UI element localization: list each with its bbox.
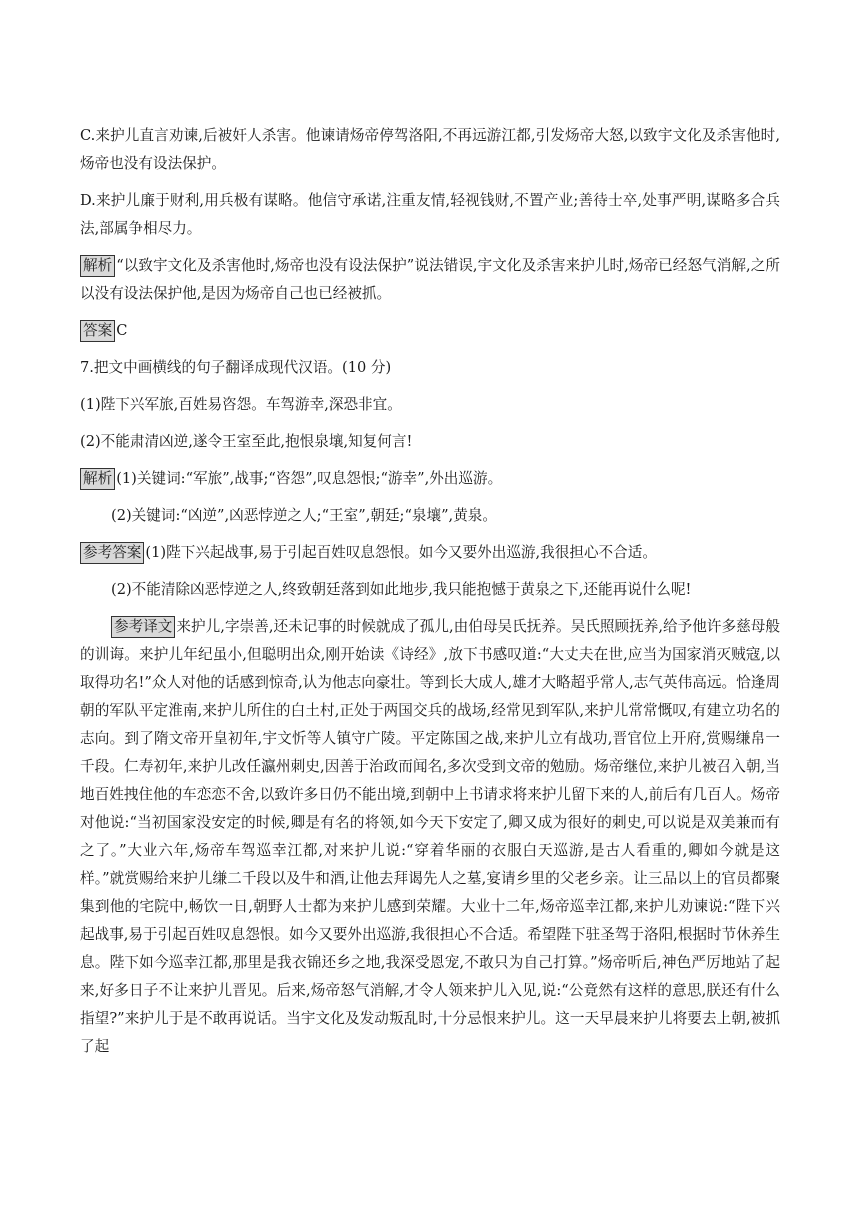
reference-translation-tag: 参考译文 bbox=[111, 616, 175, 638]
page-content bbox=[80, 122, 780, 1070]
answer-q6 bbox=[80, 317, 780, 345]
analysis-q7-line-1-text: (1)关键词:“军旅”,战事;“咨怨”,叹息怨恨;“游幸”,外出巡游。 bbox=[116, 470, 503, 487]
question-7-item-1: (1)陛下兴军旅,百姓易咨怨。车驾游幸,深恐非宜。 bbox=[80, 396, 402, 413]
reference-translation bbox=[80, 613, 780, 1061]
analysis-tag: 解析 bbox=[80, 468, 115, 490]
option-d: D.来护儿廉于财利,用兵极有谋略。他信守承诺,注重友情,轻视钱财,不置产业;善待士卒,处事严明,谋略多合兵法,部属争相尽力。 bbox=[80, 192, 780, 237]
option-c: C.来护儿直言劝谏,后被奸人杀害。他谏请炀帝停驾洛阳,不再远游江都,引发炀帝大怒,以致宇文化及杀害他时,炀帝也没有设法保护。 bbox=[80, 127, 780, 172]
question-7-stem: 7.把文中画横线的句子翻译成现代汉语。(10 分) bbox=[80, 359, 392, 376]
question-7-item-2: (2)不能肃清凶逆,遂令王室至此,抱恨泉壤,知复何言! bbox=[80, 433, 413, 450]
answer-tag: 答案 bbox=[80, 320, 115, 342]
reference-answer-line-2: (2)不能清除凶恶悖逆之人,终致朝廷落到如此地步,我只能抱憾于黄泉之下,还能再说什么呢! bbox=[111, 581, 692, 598]
reference-answer-tag: 参考答案 bbox=[80, 542, 144, 564]
analysis-q7-line-2: (2)关键词:“凶逆”,凶恶悖逆之人;“王室”,朝廷;“泉壤”,黄泉。 bbox=[111, 507, 497, 524]
reference-answer-line-1-text: (1)陛下兴起战事,易于引起百姓叹息怨恨。如今又要外出巡游,我很担心不合适。 bbox=[145, 544, 657, 561]
analysis-q6 bbox=[80, 252, 780, 308]
answer-q6-text: C bbox=[116, 322, 128, 339]
analysis-q6-text: “以致宇文化及杀害他时,炀帝也没有设法保护”说法错误,宇文化及杀害来护儿时,炀帝已经怒气消解,之所以没有设法保护他,是因为炀帝自己也已经被抓。 bbox=[80, 257, 780, 302]
analysis-tag: 解析 bbox=[80, 255, 115, 277]
reference-translation-text: 来护儿,字崇善,还未记事的时候就成了孤儿,由伯母吴氏抚养。吴氏照顾抚养,给予他许多慈母般的训诲。来护儿年纪虽小,但聪明出众,刚开始读《诗经》,放下书感叹道:“大丈夫在世,应当为国家消灭贼寇,以取得功名!”众人对他的话感到惊奇,认为他志向豪壮。等到长大成人,雄才大略超乎常人,志气英伟高远。恰逢周朝的军队平定淮南,来护儿所住的白土村,正处于两国交兵的战场,经常见到军队,来护儿常常慨叹,有建立功名的志向。到了隋文帝开皇初年,宇文忻等人镇守广陵。平定陈国之战,来护儿立有战功,晋官位上开府,赏赐缣帛一千段。仁寿初年,来护儿改任瀛州刺史,因善于治政而闻名,多次受到文帝的勉励。炀帝继位,来护儿被召入朝,当地百姓拽住他的车恋恋不舍,以致许多日仍不能出境,到朝中上书请求将来护儿留下来的人,前后有几百人。炀帝对他说:“当初国家没安定的时候,卿是有名的将领,如今天下安定了,卿又成为很好的刺史,可以说是双美兼而有之了。”大业六年,炀帝车驾巡幸江都,对来护儿说:“穿着华丽的衣服白天巡游,是古人看重的,卿如今就是这样。”就赏赐给来护儿缣二千段以及牛和酒,让他去拜谒先人之墓,宴请乡里的父老乡亲。让三品以上的官员都聚集到他的宅院中,畅饮一日,朝野人士都为来护儿感到荣耀。大业十二年,炀帝巡幸江都,来护儿劝谏说:“陛下兴起战事,易于引起百姓叹息怨恨。如今又要外出巡游,我很担心不合适。希望陛下驻圣驾于洛阳,根据时节休养生息。陛下如今巡幸江都,那里是我衣锦还乡之地,我深受恩宠,不敢只为自己打算。”炀帝听后,神色严厉地站了起来,好多日子不让来护儿晋见。后来,炀帝怒气消解,才令人领来护儿入见,说:“公竟然有这样的意思,朕还有什么指望?”来护儿于是不敢再说话。当宇文化及发动叛乱时,十分忌恨来护儿。这一天早晨来护儿将要去上朝,被抓了起 bbox=[80, 618, 780, 1055]
reference-answer-line-1 bbox=[80, 539, 780, 567]
analysis-q7-line-1 bbox=[80, 465, 780, 493]
